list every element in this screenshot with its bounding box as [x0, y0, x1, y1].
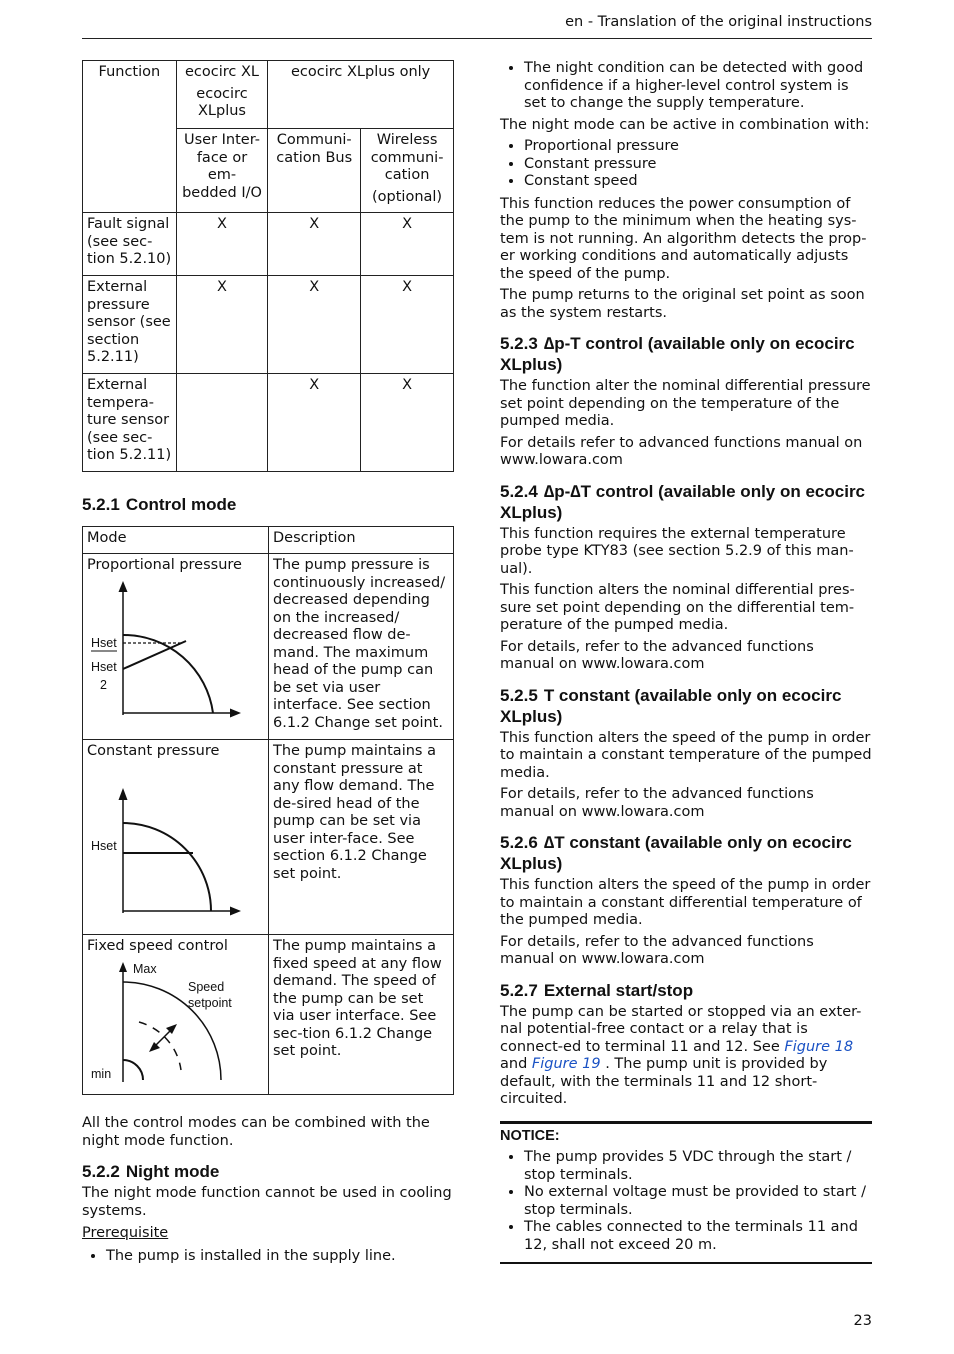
min-label: min: [91, 1066, 112, 1081]
table-row: [83, 935, 454, 1095]
hset2-denominator: 2: [100, 677, 107, 692]
description-cell: The pump maintains a fixed speed at any flow demand. The speed of the pump can be set via user interface. See sec-tion 6.1.2 Change set point.: [268, 935, 453, 1095]
description-cell: The pump maintains a constant pressure at any flow demand. The de-sired head of the pump can be set via user inter-face. See section 6.1.2 Change set point.: [268, 740, 453, 935]
paragraph: For details refer to advanced functions manual on www.lowara.com: [500, 434, 863, 468]
cell: [176, 374, 268, 472]
cell: X: [268, 213, 361, 276]
paragraph: This function requires the external temperature probe type KTY83 (see section 5.2.9 of this man-ual).: [500, 525, 854, 577]
section-5-2-5-heading: 5.2.5 T constant (available only on ecocirc XLplus): [500, 685, 842, 726]
mode-cell: [83, 554, 269, 740]
combo-intro: The night mode can be active in combination with:: [500, 116, 870, 133]
hset2-label: Hset: [91, 659, 117, 674]
row-label: Fault signal (see sec-tion 5.2.10): [83, 213, 177, 276]
prerequisite-list: [82, 1248, 454, 1266]
setpoint-label: setpoint: [188, 995, 232, 1010]
cell: X: [176, 213, 268, 276]
th-function: Function: [83, 61, 177, 213]
paragraph: For details, refer to the advanced functions manual on www.lowara.com: [500, 786, 814, 820]
cell: X: [361, 213, 454, 276]
fixed-speed-diagram: [87, 956, 263, 1084]
night-mode-return: The pump returns to the original set point as soon as the system restarts.: [500, 287, 865, 321]
right-column: [500, 60, 872, 1264]
cell: X: [268, 276, 361, 374]
mode-cell: [83, 740, 269, 935]
night-mode-intro: The night mode function cannot be used in cooling systems.: [82, 1185, 452, 1219]
th-xlplus-only: ecocirc XLplus only: [268, 61, 454, 129]
start-stop-paragraph: The pump can be started or stopped via an exter-nal potential-free contact or a relay that is connect-ed to terminal 11 and 12. See Figure 18 and Figure 19 . The pump unit is provided by default, with the terminals 11 and 12 short-circuited.: [500, 1003, 862, 1107]
figure-18-link[interactable]: Figure 18: [784, 1038, 854, 1055]
table-row: [83, 374, 454, 472]
hset-label: Hset: [91, 838, 117, 853]
control-mode-table: [82, 526, 454, 1095]
page-number: 23: [853, 1313, 872, 1329]
paragraph: The function alter the nominal differential pressure set point depending on the temperature of the pumped media.: [500, 378, 871, 429]
list-item: • The night condition can be detected with good confidence if a higher-level control system is set to change the supply temperature.: [524, 60, 872, 113]
th-user-interface: User Inter-face or em-bedded I/O: [176, 129, 268, 213]
max-label: Max: [133, 961, 157, 976]
section-5-2-1-heading: 5.2.1 Control mode: [82, 495, 237, 514]
night-mode-description: This function reduces the power consumption of the pump to the minimum when the heating sys-tem is not running. An algorithm detects the prop-er working conditions and automatically adjusts the speed of the pump.: [500, 195, 867, 282]
paragraph: For details, refer to the advanced functions manual on www.lowara.com: [500, 933, 814, 967]
notice-list: [500, 1149, 872, 1254]
list-item: • The pump is installed in the supply line.: [106, 1248, 454, 1266]
th-wireless: Wireless communi-cation (optional): [361, 129, 454, 213]
cell: X: [176, 276, 268, 374]
list-item: • Constant speed: [524, 173, 872, 191]
section-5-2-2-heading: 5.2.2 Night mode: [82, 1162, 220, 1181]
section-5-2-3-heading: 5.2.3 ∆p-T control (available only on ecocirc XLplus): [500, 334, 855, 374]
th-description: Description: [268, 527, 453, 554]
list-item: • No external voltage must be provided to start / stop terminals.: [524, 1184, 872, 1219]
page-header: en - Translation of the original instructions: [82, 14, 872, 39]
section-5-2-6-heading: 5.2.6 ∆T constant (available only on ecocirc XLplus): [500, 833, 852, 873]
list-item: • Constant pressure: [524, 156, 872, 174]
cell: X: [361, 374, 454, 472]
figure-19-link[interactable]: Figure 19: [531, 1056, 601, 1072]
constant-pressure-diagram: [87, 761, 263, 921]
control-modes-note: All the control modes can be combined with the night mode function.: [82, 1115, 430, 1149]
combo-list: [500, 138, 872, 191]
cell: X: [268, 374, 361, 472]
row-label: External tempera-ture sensor (see sec-tion 5.2.11): [83, 374, 177, 472]
table-row: [83, 213, 454, 276]
row-label: External pressure sensor (see section 5.2.11): [83, 276, 177, 374]
paragraph: This function alters the speed of the pump in order to maintain a constant differential temperature of the pumped media.: [500, 877, 871, 928]
description-cell: The pump pressure is continuously increased/ decreased depending on the increased/ decreased flow de-mand. The maximum head of the pump can be set via user interface. See section 6.1.2 Change set point.: [268, 554, 453, 740]
function-table: [82, 60, 454, 472]
section-5-2-7-heading: 5.2.7 External start/stop: [500, 980, 694, 1000]
cell: X: [361, 276, 454, 374]
notice-title: NOTICE:: [500, 1127, 560, 1144]
mode-label: Proportional pressure: [87, 557, 242, 573]
th-xl: ecocirc XL ecocirc XLplus: [176, 61, 268, 129]
section-5-2-4-heading: 5.2.4 ∆p-∆T control (available only on ecocirc XLplus): [500, 481, 866, 522]
mode-label: Constant pressure: [87, 743, 220, 759]
table-row: [83, 740, 454, 935]
th-comm-bus: Communi-cation Bus: [268, 129, 361, 213]
th-mode: Mode: [83, 527, 269, 554]
mode-label: Fixed speed control: [87, 938, 228, 954]
prerequisite-label: Prerequisite: [82, 1225, 169, 1241]
proportional-pressure-diagram: [87, 575, 263, 720]
left-column: [82, 60, 454, 1265]
notice-box: [500, 1121, 872, 1265]
list-item: • Proportional pressure: [524, 138, 872, 156]
table-row: [83, 554, 454, 740]
paragraph: This function alters the speed of the pump in order to maintain a constant temperature of the pumped media.: [500, 729, 872, 781]
hset-label: Hset: [91, 635, 117, 650]
paragraph: This function alters the nominal differential pres-sure set point depending on the differential tem-perature of the pumped media.: [500, 582, 855, 633]
speed-label: Speed: [188, 979, 225, 994]
paragraph: For details, refer to the advanced functions manual on www.lowara.com: [500, 638, 814, 672]
list-item: • The pump provides 5 VDC through the start / stop terminals.: [524, 1149, 872, 1184]
mode-cell: [83, 935, 269, 1095]
night-condition-list: [500, 60, 872, 113]
list-item: • The cables connected to the terminals 11 and 12, shall not exceed 20 m.: [524, 1219, 872, 1254]
table-row: [83, 276, 454, 374]
